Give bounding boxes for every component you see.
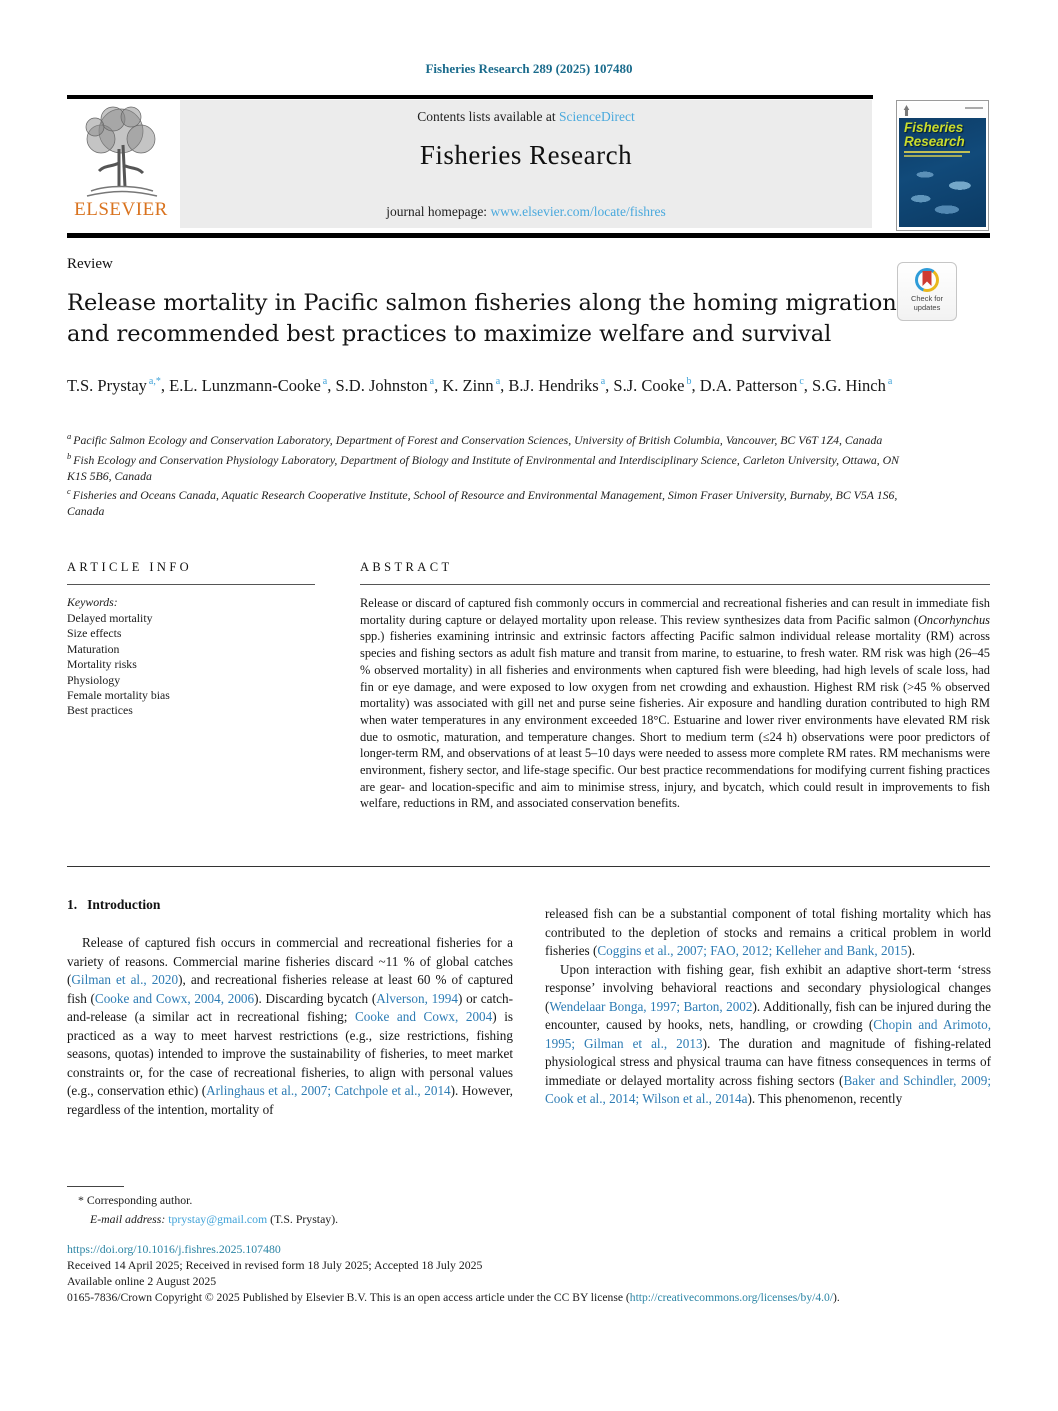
citation-link[interactable]: Arlinghaus et al., 2007; Catchpole et al., 2014 xyxy=(206,1083,451,1098)
article-info-heading: ARTICLE INFO xyxy=(67,560,193,574)
intro-left-column xyxy=(67,934,513,1119)
header-bottom-rule xyxy=(67,233,990,238)
abstract-rule xyxy=(360,584,990,585)
cover-subtitle-line xyxy=(904,155,962,157)
intro-paragraph: Release of captured fish occurs in commercial and recreational fisheries for a variety of reasons. Commercial marine fisheries discard ~11 % of global catches (Gilman et al., 2020), and recreational fisheries release at least 60 % of captured fish (Cooke and Cowx, 2004, 2006). Discarding bycatch (Alverson, 1994) or catch-and-release (a similar act in recreational fishing; Cooke and Cowx, 2004) is practiced as a way to meet harvest restrictions (e.g., size restrictions, fishing seasons, quotas) intended to improve the sustainability of fisheries, to meet market constraints or, for the case of recreational fisheries, to align with personal values (e.g., conservation ethic) (Arlinghaus et al., 2007; Catchpole et al., 2014). However, regardless of the intention, mortality of xyxy=(67,935,513,1117)
citation-link[interactable]: Cooke and Cowx, 2004 xyxy=(354,1009,493,1024)
abstract-heading: ABSTRACT xyxy=(360,560,453,574)
journal-reference: Fisheries Research 289 (2025) 107480 xyxy=(425,61,633,76)
check-updates-label: Check for updates xyxy=(910,294,944,312)
cover-elsevier-mini-logo-icon xyxy=(903,105,910,116)
footnote-rule xyxy=(67,1186,124,1187)
journal-cover-thumbnail[interactable] xyxy=(896,100,989,231)
citation-link[interactable]: Alverson, 1994 xyxy=(376,990,458,1006)
cover-top-band xyxy=(899,103,986,118)
corresponding-author-note: * Corresponding author. xyxy=(78,1193,193,1207)
journal-homepage-line: journal homepage: www.elsevier.com/locate/fishres xyxy=(386,204,666,219)
sciencedirect-link[interactable]: ScienceDirect xyxy=(559,109,635,124)
elsevier-logo xyxy=(64,101,178,229)
section-number: 1. xyxy=(67,897,78,912)
citation-link[interactable]: Cooke and Cowx, 2004, 2006 xyxy=(94,990,255,1006)
intro-paragraph: released fish can be a substantial component of total fishing mortality which has contributed to the depletion of stocks and remains a critical problem in world fisheries (Coggins et al., 2007; FAO, 2012; Kelleher and Bank, 2015). xyxy=(545,906,991,958)
journal-title: Fisheries Research xyxy=(419,140,633,170)
available-online-date: Available online 2 August 2025 xyxy=(67,1274,217,1288)
citation-link[interactable]: Baker and Schindler, 2009; Cook et al., 2014; Wilson et al., 2014a xyxy=(545,1072,991,1106)
keyword-item: Maturation xyxy=(67,641,120,656)
affiliation-c: $^c$ Fisheries and Oceans Canada, Aquatic Research Cooperative Institute, School of Resource and Environmental Management, Simon Fraser University, Burnaby, BC V5A 1S6, Canada xyxy=(67,486,898,519)
article-info-rule xyxy=(67,584,315,585)
introduction-heading xyxy=(67,897,160,913)
affiliation-b: $^b$ Fish Ecology and Conservation Physiology Laboratory, Department of Biology and Institute of Environmental and Interdisciplinary Science, Carleton University, Ottawa, ON K1S 5B6, Canada xyxy=(67,450,900,483)
copyright-line: 0165-7836/Crown Copyright © 2025 Published by Elsevier B.V. This is an open access article under the CC BY license (http://creativecommons.org/licenses/by/4.0/). xyxy=(67,1291,840,1304)
elsevier-wordmark: ELSEVIER xyxy=(74,199,168,220)
keyword-item: Best practices xyxy=(67,703,133,718)
keyword-item: Size effects xyxy=(67,626,122,641)
keyword-item: Mortality risks xyxy=(67,657,137,672)
citation-link[interactable]: Coggins et al., 2007; FAO, 2012; Kelleher and Bank, 2015 xyxy=(597,943,908,958)
intro-paragraph: Upon interaction with fishing gear, fish exhibit an adaptive short-term ‘stress response’ involving behavioral reactions and secondary physiological changes (Wendelaar Bonga, 1997; Barton, 2002). Additionally, fish can be injured during the encounter, caused by hooks, nets, handling, or crowding (Chopin and Arimoto, 1995; Gilman et al., 2013). The duration and magnitude of fishing-related physiological stress and physical trauma can have fitness consequences in terms of immediate or delayed mortality across fishing sectors (Baker and Schindler, 2009; Cook et al., 2014; Wilson et al., 2014a). This phenomenon, recently xyxy=(545,961,991,1106)
cover-volume-text xyxy=(965,107,983,109)
affiliation-a: $^a$ Pacific Salmon Ecology and Conservation Laboratory, Department of Forest and Conservation Sciences, University of British Columbia, Vancouver, BC V6T 1Z4, Canada xyxy=(67,431,883,447)
crossmark-icon xyxy=(915,268,939,292)
header-top-rule xyxy=(67,95,873,99)
affiliations xyxy=(67,429,912,520)
keyword-item: Delayed mortality xyxy=(67,611,153,625)
section-title: Introduction xyxy=(87,897,161,912)
citation-link[interactable]: Chopin and Arimoto, 1995; Gilman et al., 2013 xyxy=(545,1017,991,1051)
cover-artwork xyxy=(899,118,986,227)
keywords-label: Keywords: xyxy=(67,595,118,609)
cc-license-link[interactable]: http://creativecommons.org/licenses/by/4.0/ xyxy=(629,1291,834,1304)
email-link[interactable]: tprystay@gmail.com xyxy=(168,1212,268,1226)
article-info-column xyxy=(67,560,315,719)
abstract-text: Release or discard of captured fish commonly occurs in commercial and recreational fisheries and can result in immediate fish mortality during capture or delayed mortality upon release. This review synthesizes data from Pacific salmon (Oncorhynchus spp.) fisheries examining intrinsic and extrinsic factors affecting Pacific salmon individual release mortality (RM) across species and fishing sectors as adult fish mature and transit from marine, to estuarine, to fresh water. RM risk was high (26–45 % observed mortality) in all fisheries and environments when captured fish were bleeding, had high levels of scale loss, had fin or eye damage, and were exposed to low oxygen from net crowding and exhaustion. Highest RM risk (>45 % observed mortality) was associated with gill net and purse seine fisheries. Air exposure and handling duration contributed to high RM when water temperatures in any environment exceeded 18°C. Estuarine and lower river environments have elevated RM risk due to osmotic, maturation, and temperature changes. Short to medium term (≤24 h) observations were poor predictors of longer-term RM, and observations of at least 5–10 days were needed to assess more complete RM rates. RM mechanisms were environment, fishery sector, and life-stage specific. Our best practice recommendations for modifying current fishing practices are gear- and location-specific and aim to minimise stress, injury, and bycatch, which could result in improvements to fish welfare, reductions in RM, and associated conservation benefits. xyxy=(360,596,990,811)
journal-homepage-link[interactable]: www.elsevier.com/locate/fishres xyxy=(490,204,666,219)
citation-link[interactable]: Gilman et al., 2020 xyxy=(71,972,179,987)
email-address-line: E-mail address: tprystay@gmail.com (T.S. Prystay). xyxy=(90,1212,339,1226)
intro-right-column xyxy=(545,905,991,1109)
section-divider-rule xyxy=(67,866,990,867)
keyword-item: Female mortality bias xyxy=(67,688,170,703)
cover-subtitle-line xyxy=(904,151,970,153)
author-list: T.S. Prystay $^{a,*}$, E.L. Lunzmann-Cooke $^a$, S.D. Johnston $^a$, K. Zinn $^a$, B.J. Hendriks $^a$, S.J. Cooke $^b$, D.A. Patterson $^c$, S.G. Hinch $^a$ xyxy=(67,376,893,395)
article-title: Release mortality in Pacific salmon fisheries along the homing migration and recommended best practices to maximize welfare and survival xyxy=(67,290,897,347)
received-dates: Received 14 April 2025; Received in revised form 18 July 2025; Accepted 18 July 2025 xyxy=(67,1258,483,1272)
cover-journal-title: Fisheries Research xyxy=(904,120,965,149)
contents-lists-line: Contents lists available at ScienceDirect xyxy=(417,109,635,124)
doi-link[interactable]: https://doi.org/10.1016/j.fishres.2025.107480 xyxy=(67,1242,281,1256)
check-for-updates-button[interactable] xyxy=(897,262,957,321)
citation-link[interactable]: Wendelaar Bonga, 1997; Barton, 2002 xyxy=(549,998,753,1014)
elsevier-tree-icon xyxy=(73,101,169,201)
abstract-column xyxy=(360,560,990,812)
keyword-item: Physiology xyxy=(67,672,121,687)
article-type-label: Review xyxy=(67,256,113,272)
